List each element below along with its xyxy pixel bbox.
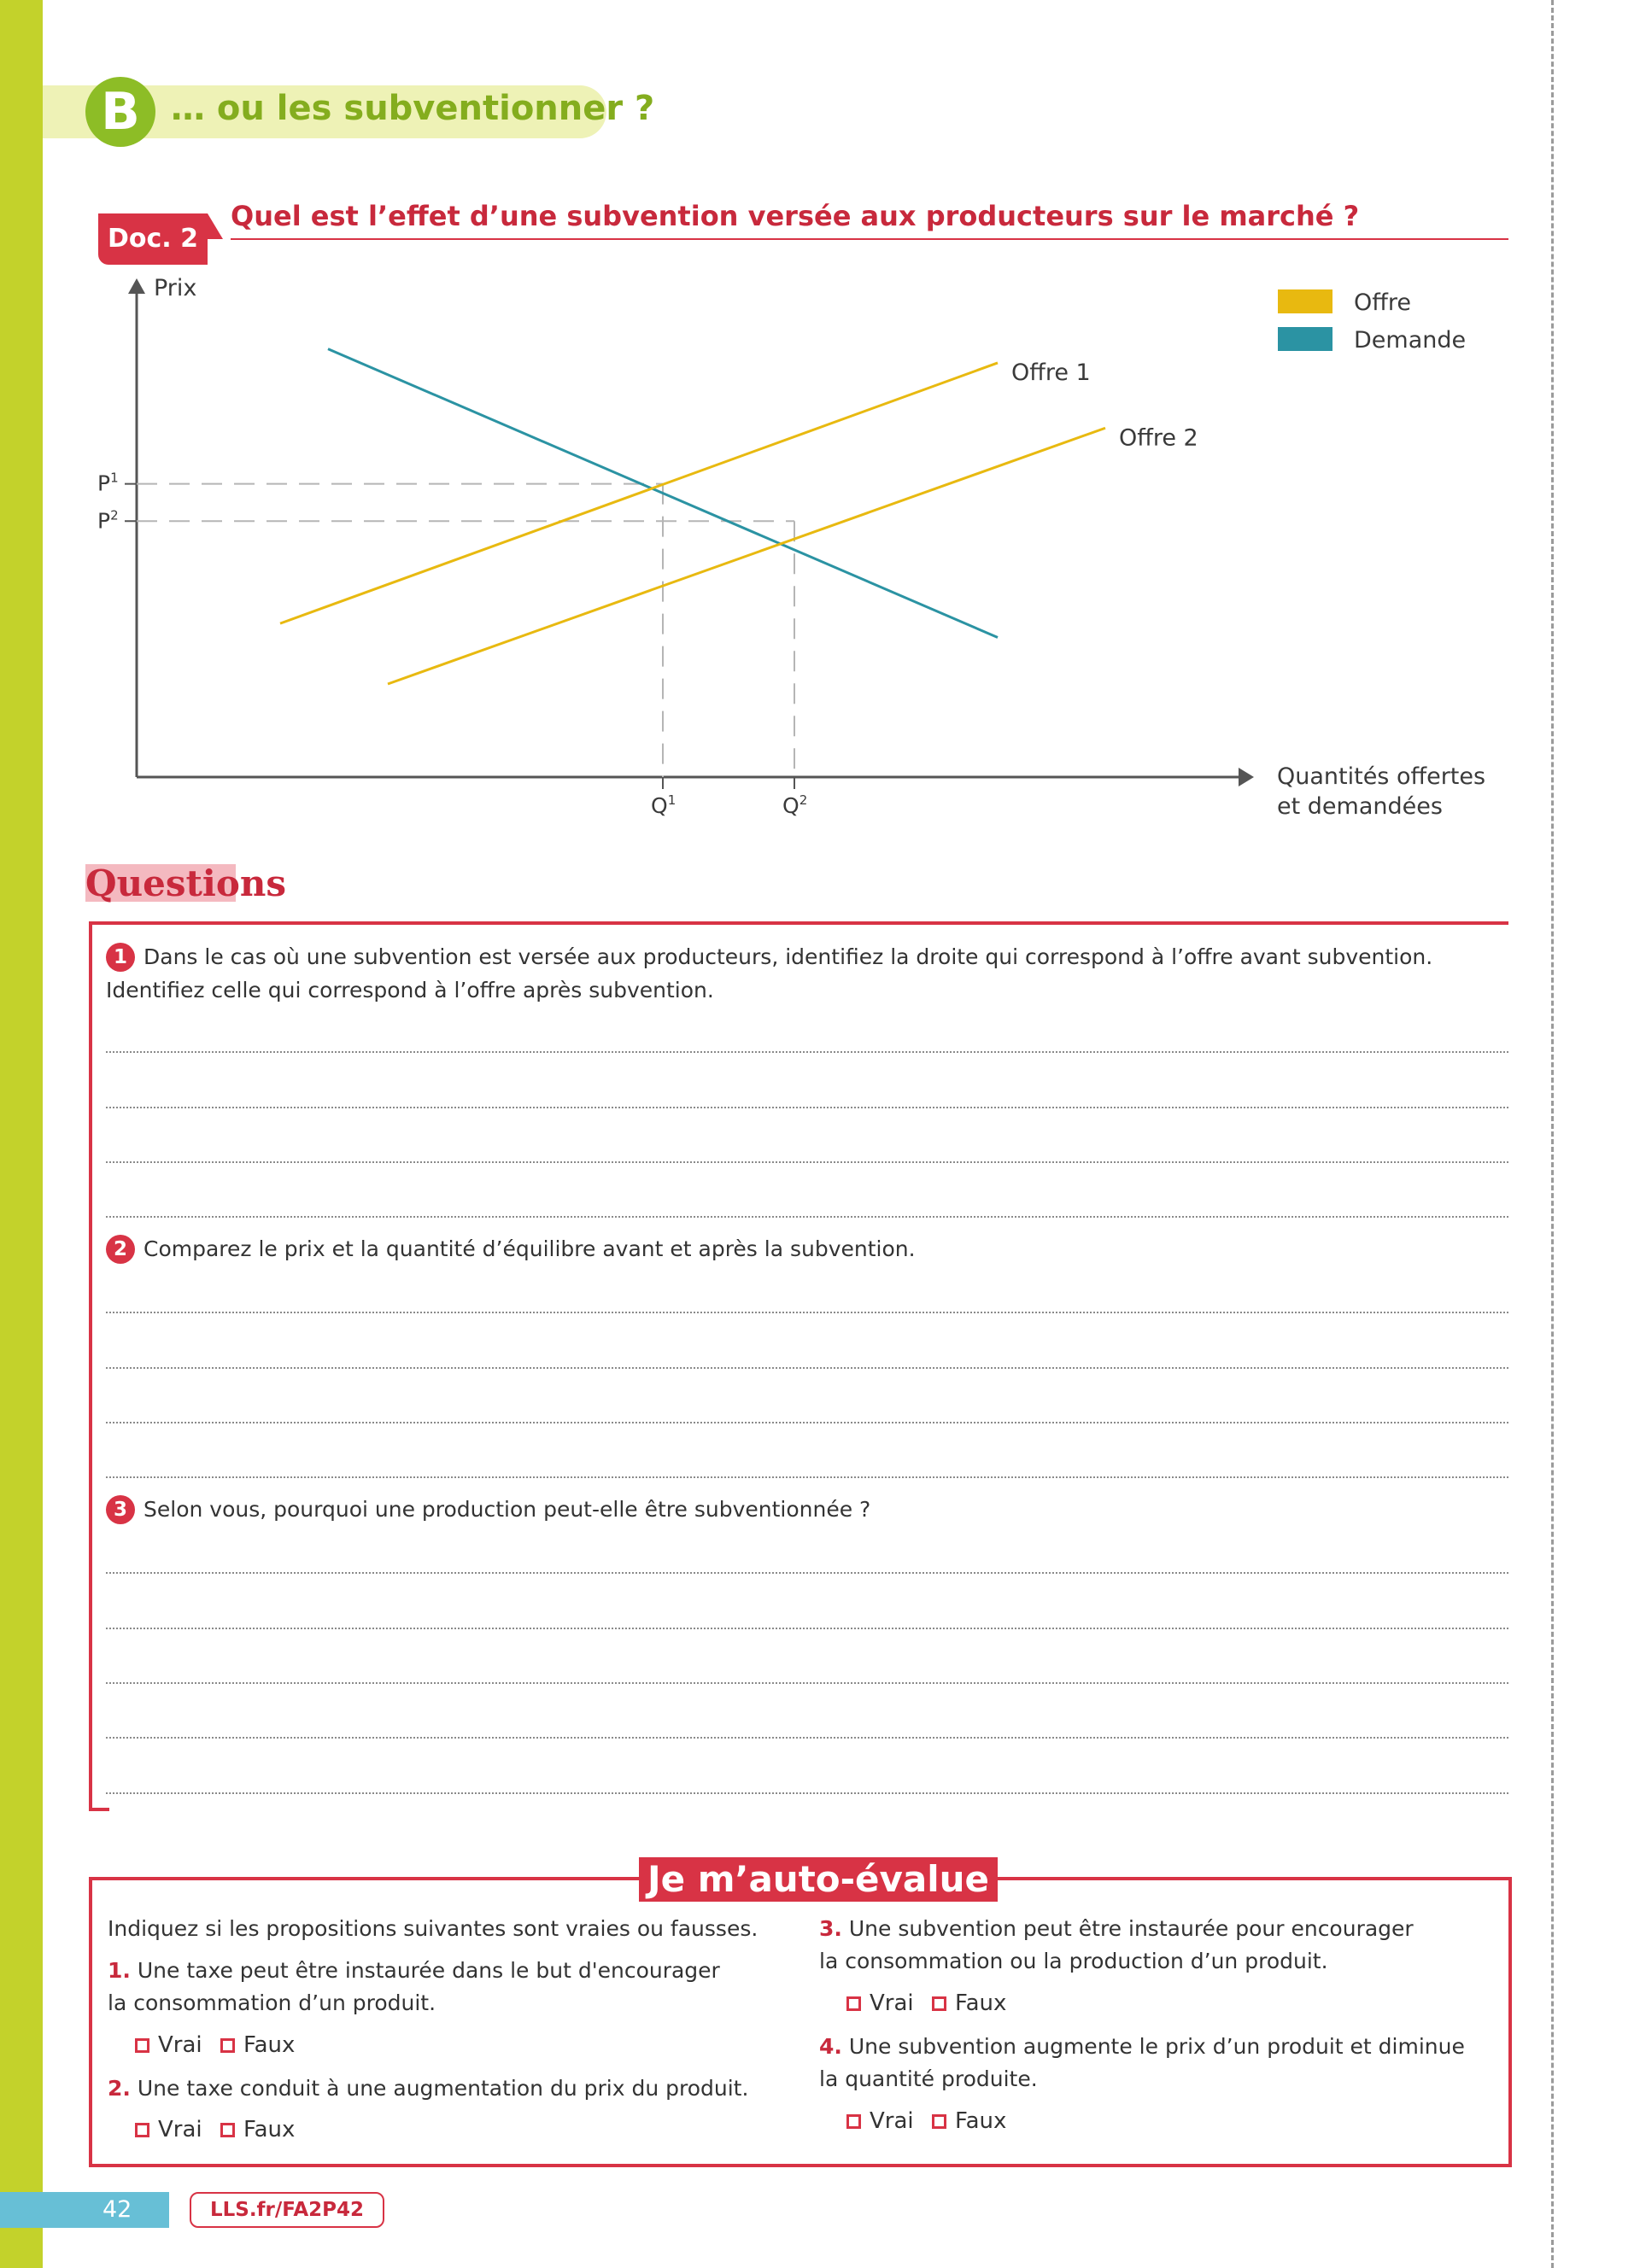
answer-line[interactable] [106,1476,1508,1478]
item-2-true-option[interactable] [135,2117,202,2142]
legend-label: Demande [1354,327,1467,354]
item-1-true-option[interactable] [135,2032,202,2058]
true-label: Vrai [870,1990,914,2016]
checkbox[interactable] [932,2114,946,2129]
doc-rule [231,238,1508,240]
x-axis-label: Quantités offertes [1277,763,1486,790]
question-1-number: 1 [106,943,135,972]
false-label: Faux [955,1990,1007,2016]
item-text: Une subvention augmente le prix d’un produit et diminue [848,2034,1465,2059]
doc-title: Quel est l’effet d’une subvention versée aux producteurs sur le marché ? [231,200,1360,232]
self-eval-item-3-line2: la consommation ou la production d’un produit. [819,1949,1328,1973]
answer-line[interactable] [106,1107,1508,1108]
item-2-false-option[interactable] [220,2117,295,2142]
y-tick-label: $P^2$ [97,507,119,534]
questions-box-foot [89,1808,109,1811]
cut-line [1551,0,1554,2268]
answer-line[interactable] [106,1628,1508,1629]
legend-swatch [1278,289,1332,313]
chart-series [280,349,1105,684]
questions-box-top [89,921,1508,925]
false-label: Faux [243,2032,296,2058]
answer-line[interactable] [106,1682,1508,1684]
question-1-line1: Dans le cas où une subvention est versée aux producteurs, identifiez la droite qui correspond à l’offre avant subvention. [144,944,1433,969]
item-1-false-option[interactable] [220,2032,295,2058]
x-axis-arrow [1239,768,1254,786]
page-number: 42 [102,2196,132,2223]
item-text: Une taxe conduit à une augmentation du prix du produit. [137,2076,749,2101]
y-axis-label: Prix [154,275,197,301]
item-4-true-option[interactable] [846,2108,914,2134]
doc-tag: Doc. 2 [98,213,208,265]
question-1-line2: Identifiez celle qui correspond à l’offre après subvention. [106,978,714,1002]
question-2-number: 2 [106,1235,135,1264]
series-label: Offre 2 [1119,424,1198,452]
question-3-line1: Selon vous, pourquoi une production peut-elle être subventionnée ? [144,1497,871,1522]
false-label: Faux [243,2117,296,2142]
checkbox[interactable] [135,2038,149,2053]
answer-line[interactable] [106,1422,1508,1423]
chart-axes [125,278,1254,789]
self-eval-item-1-line2: la consommation d’un produit. [108,1990,436,2015]
answer-line[interactable] [106,1161,1508,1163]
question-3-number: 3 [106,1495,135,1524]
item-number: 1. [108,1958,131,1983]
self-eval-item-3 [819,1913,1414,1945]
self-eval-item-2 [108,2072,748,2105]
checkbox[interactable] [220,2123,235,2137]
questions-box-left [89,921,92,1809]
doc-tag-notch [208,213,223,239]
checkbox[interactable] [220,2038,235,2053]
item-number: 4. [819,2034,842,2059]
false-label: Faux [955,2108,1007,2134]
question-2-line1: Comparez le prix et la quantité d’équilibre avant et après la subvention. [144,1236,916,1261]
answer-line[interactable] [106,1312,1508,1313]
true-label: Vrai [158,2117,202,2142]
legend-swatch [1278,327,1332,351]
x-tick-sup: 2 [799,792,808,808]
y-tick-sup: 1 [110,470,119,486]
item-3-true-option[interactable] [846,1990,914,2016]
self-eval-item-4-line2: la quantité produite. [819,2066,1038,2091]
questions-heading: Questions [85,862,287,904]
true-label: Vrai [870,2108,914,2134]
x-tick-sup: 1 [667,792,676,808]
answer-line[interactable] [106,1051,1508,1053]
self-eval-item-1 [108,1955,720,1987]
y-axis-arrow [128,278,145,294]
item-4-false-option[interactable] [932,2108,1006,2134]
footer-bar [0,2192,169,2228]
item-number: 3. [819,1916,842,1941]
item-text: Une subvention peut être instaurée pour encourager [848,1916,1414,1941]
answer-line[interactable] [106,1367,1508,1369]
x-tick-label: $Q^1$ [651,792,676,818]
section-title: … ou les subventionner ? [171,89,655,128]
lls-link[interactable]: LLS.fr/FA2P42 [190,2192,384,2228]
answer-line[interactable] [106,1737,1508,1739]
self-eval-item-4 [819,2031,1465,2063]
series-line [280,363,998,623]
chart-guides [137,484,794,777]
self-eval-intro: Indiquez si les propositions suivantes sont vraies ou fausses. [108,1916,758,1941]
y-tick-label: $P^1$ [97,470,119,496]
true-label: Vrai [158,2032,202,2058]
checkbox[interactable] [135,2123,149,2137]
supply-demand-chart [85,265,1503,854]
legend-label: Offre [1354,289,1411,316]
self-eval-title: Je m’auto-évalue [639,1857,998,1902]
answer-line[interactable] [106,1572,1508,1574]
item-number: 2. [108,2076,131,2101]
section-letter-badge: B [85,77,155,147]
checkbox[interactable] [846,2114,861,2129]
left-color-bar [0,0,43,2268]
answer-line[interactable] [106,1792,1508,1794]
item-3-false-option[interactable] [932,1990,1006,2016]
x-axis-label: et demandées [1277,793,1443,820]
checkbox[interactable] [932,1996,946,2011]
item-text: Une taxe peut être instaurée dans le but d'encourager [137,1958,720,1983]
y-tick-sup: 2 [110,507,119,523]
series-label: Offre 1 [1011,359,1091,386]
checkbox[interactable] [846,1996,861,2011]
series-line [388,428,1105,684]
x-tick-label: $Q^2$ [782,792,808,818]
answer-line[interactable] [106,1216,1508,1218]
